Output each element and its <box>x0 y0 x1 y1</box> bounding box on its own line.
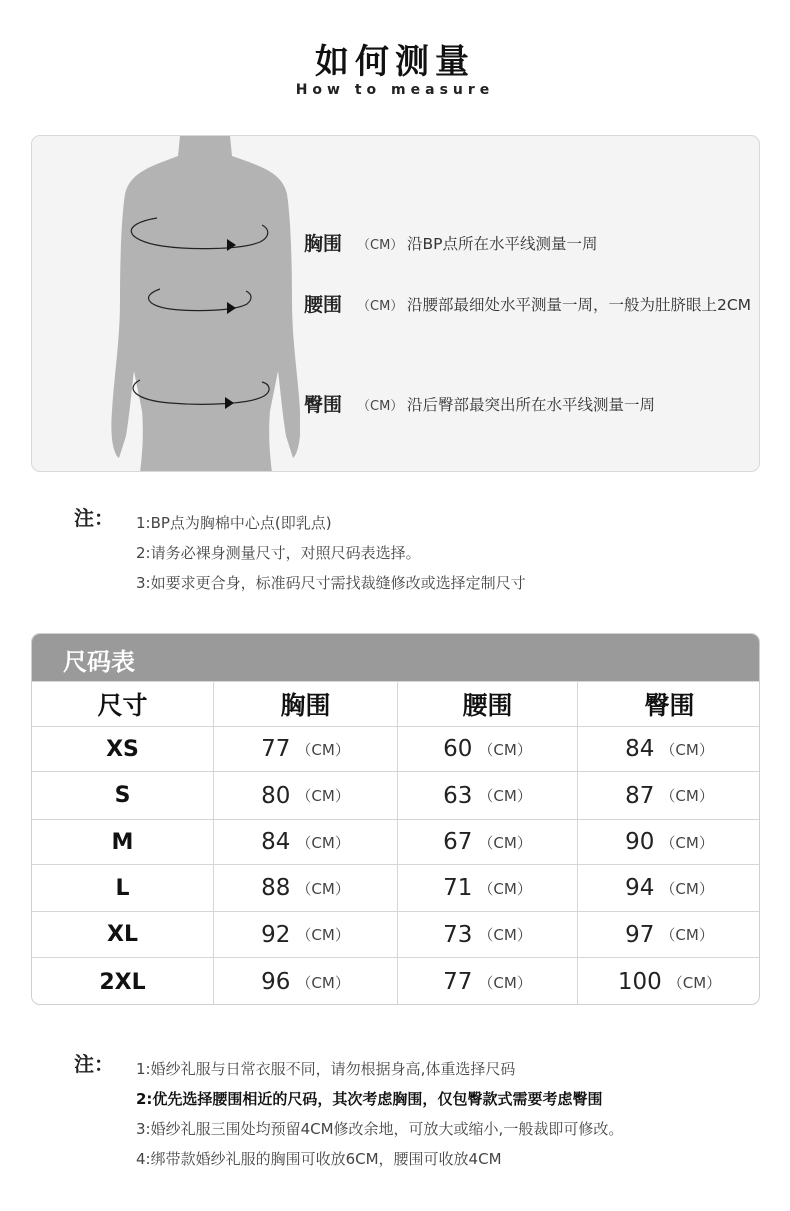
unit-label: （CM） <box>296 833 350 852</box>
bust-value: 96 <box>261 969 291 995</box>
waist-cell <box>397 727 577 771</box>
waist-value: 77 <box>443 969 473 995</box>
waist-cell <box>397 820 577 864</box>
table-header-cell <box>397 682 577 726</box>
table-row <box>32 957 760 1005</box>
unit-label: （CM） <box>296 973 350 992</box>
notes-list <box>136 508 776 598</box>
unit-label: （CM） <box>478 740 532 759</box>
hip-cell <box>577 958 760 1005</box>
waist-cell <box>397 772 577 819</box>
table-header-cell <box>577 682 760 726</box>
waist-value: 73 <box>443 921 473 948</box>
table-header-cell <box>213 682 397 726</box>
measure-name: 胸围 <box>304 233 343 255</box>
waist-value: 63 <box>443 782 473 809</box>
table-header-bar <box>32 634 760 681</box>
table-row <box>32 819 760 864</box>
measurement-guide-panel <box>31 135 760 472</box>
waist-value: 67 <box>443 829 473 855</box>
hip-cell <box>577 865 760 911</box>
notes-title: 注： <box>74 1052 114 1076</box>
unit-label: （CM） <box>296 879 350 898</box>
notes-list <box>136 1054 776 1174</box>
size-label: S <box>114 783 131 808</box>
size-table <box>31 633 760 1005</box>
hip-value: 94 <box>625 875 655 901</box>
unit-label: （CM） <box>296 926 350 944</box>
measure-unit: （CM） <box>357 238 404 253</box>
size-cell <box>32 820 213 864</box>
size-label: M <box>111 829 134 855</box>
body-silhouette <box>111 136 300 472</box>
page-subtitle: How to measure <box>295 82 495 98</box>
header-label: 胸围 <box>280 691 331 720</box>
bust-value: 77 <box>261 736 291 762</box>
table-title: 尺码表 <box>63 648 135 676</box>
hip-cell <box>577 912 760 957</box>
table-row <box>32 911 760 957</box>
measure-unit: （CM） <box>357 399 404 414</box>
hip-value: 100 <box>617 969 662 995</box>
bust-value: 88 <box>261 875 291 901</box>
hip-value: 87 <box>625 782 655 809</box>
bust-value: 84 <box>261 829 291 855</box>
notes-title: 注： <box>74 506 114 530</box>
unit-label: （CM） <box>660 740 714 759</box>
waist-cell <box>397 912 577 957</box>
table-row <box>32 771 760 819</box>
unit-label: （CM） <box>478 879 532 898</box>
unit-label: （CM） <box>478 787 532 805</box>
waist-cell <box>397 865 577 911</box>
header-label: 腰围 <box>462 691 513 720</box>
size-label: 2XL <box>99 969 146 995</box>
waist-value: 71 <box>443 875 473 901</box>
unit-label: （CM） <box>478 833 532 852</box>
body-silhouette-figure <box>110 136 300 472</box>
note-item-highlight: 2:优先选择腰围相近的尺码，其次考虑胸围，仅包臀款式需要考虑臀围 <box>136 1090 603 1108</box>
bust-value: 92 <box>261 921 291 948</box>
table-header-row <box>32 681 760 726</box>
bust-cell <box>213 772 397 819</box>
unit-label: （CM） <box>660 833 714 852</box>
waist-value: 60 <box>443 736 473 762</box>
bust-cell <box>213 820 397 864</box>
unit-label: （CM） <box>660 787 714 805</box>
table-header-cell <box>32 682 213 726</box>
bust-cell <box>213 865 397 911</box>
note-item: 1:BP点为胸棉中心点(即乳点) <box>136 514 332 532</box>
measure-desc: 沿后臀部最突出所在水平线测量一周 <box>407 396 656 414</box>
table-row <box>32 864 760 911</box>
note-item: 3:婚纱礼服三围处均预留4CM修改余地，可放大或缩小,一般裁即可修改。 <box>136 1120 624 1138</box>
bust-cell <box>213 958 397 1005</box>
header-label: 臀围 <box>644 691 695 720</box>
size-cell <box>32 727 213 771</box>
unit-label: （CM） <box>478 973 532 992</box>
bust-cell <box>213 727 397 771</box>
measure-name: 臀围 <box>304 394 343 416</box>
table-row <box>32 726 760 771</box>
hip-cell <box>577 772 760 819</box>
unit-label: （CM） <box>296 740 350 759</box>
size-label: L <box>115 875 130 901</box>
size-cell <box>32 958 213 1005</box>
unit-label: （CM） <box>667 973 722 992</box>
hip-value: 90 <box>625 829 655 855</box>
note-item: 1:婚纱礼服与日常衣服不同，请勿根据身高,体重选择尺码 <box>136 1060 516 1078</box>
hip-value: 97 <box>625 921 655 948</box>
note-item: 3:如要求更合身，标准码尺寸需找裁缝修改或选择定制尺寸 <box>136 574 526 592</box>
size-label: XS <box>106 736 139 762</box>
header-label: 尺寸 <box>97 691 148 720</box>
waist-cell <box>397 958 577 1005</box>
note-item: 4:绑带款婚纱礼服的胸围可收放6CM，腰围可收放4CM <box>136 1150 502 1168</box>
hip-cell <box>577 820 760 864</box>
unit-label: （CM） <box>660 926 714 944</box>
unit-label: （CM） <box>296 787 350 805</box>
measure-desc: 沿BP点所在水平线测量一周 <box>407 235 598 253</box>
measure-desc: 沿腰部最细处水平测量一周，一般为肚脐眼上2CM <box>407 296 752 314</box>
bust-cell <box>213 912 397 957</box>
page-title: 如何测量 <box>315 42 475 82</box>
bust-value: 80 <box>261 782 291 809</box>
size-label: XL <box>107 922 138 947</box>
size-cell <box>32 865 213 911</box>
measure-unit: （CM） <box>357 299 404 314</box>
note-item: 2:请务必裸身测量尺寸，对照尺码表选择。 <box>136 544 421 562</box>
size-cell <box>32 912 213 957</box>
hip-value: 84 <box>625 736 655 762</box>
measure-name: 腰围 <box>304 294 343 316</box>
unit-label: （CM） <box>660 879 714 898</box>
unit-label: （CM） <box>478 926 532 944</box>
size-cell <box>32 772 213 819</box>
hip-cell <box>577 727 760 771</box>
